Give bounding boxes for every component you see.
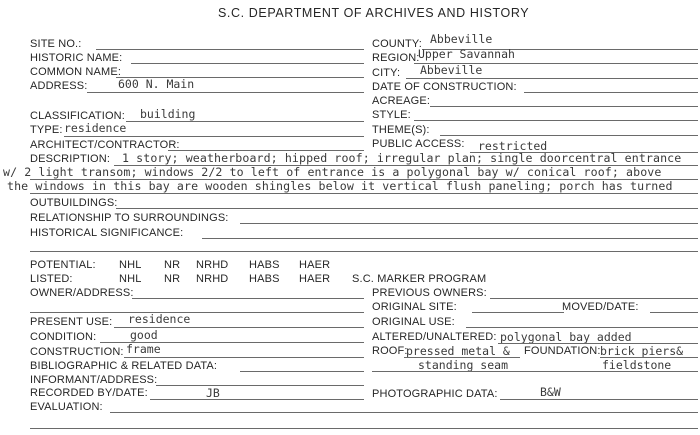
original-site-label: ORIGINAL SITE: [372,301,457,313]
type-line [64,136,364,137]
recorded-by-line [150,399,364,400]
roof-label: ROOF: [372,345,408,357]
description-rule-1 [114,165,698,166]
site-no-label: SITE NO.: [30,38,82,50]
moved-date-label: MOVED/DATE: [562,301,639,313]
classification-value: building [140,107,196,121]
city-line [406,78,698,79]
description-rule-3 [30,193,698,194]
county-value: Abbeville [430,32,493,46]
foundation-value-1: brick piers& [600,344,684,358]
condition-value: good [130,328,158,342]
public-access-value: restricted [478,139,548,153]
photographic-label: PHOTOGRAPHIC DATA: [372,388,498,400]
photographic-value: B&W [540,385,561,399]
relationship-line [240,223,698,224]
construction-label: CONSTRUCTION: [30,346,124,358]
recorded-by-label: RECORDED BY/DATE: [30,387,148,399]
evaluation-line [110,412,698,413]
listed-haer: HAER [299,273,331,285]
recorded-by-value: JB [206,386,220,400]
moved-date-line [650,312,698,313]
original-use-label: ORIGINAL USE: [372,316,455,328]
outbuildings-line [116,208,698,209]
bibliographic-line [240,371,364,372]
owner-address-label: OWNER/ADDRESS: [30,287,134,299]
listed-nhl: NHL [119,273,142,285]
original-use-line [466,327,698,328]
common-name-label: COMMON NAME: [30,66,122,78]
potential-label: POTENTIAL: [30,259,96,271]
address-label: ADDRESS: [30,80,88,92]
description-label: DESCRIPTION: [30,153,111,165]
style-label: STYLE: [372,109,411,121]
county-label: COUNTY: [372,38,422,50]
foundation-label: FOUNDATION: [524,345,601,357]
description-line-2: w/ 2 light transom; windows 2/2 to left of entrance is a polygonal bay w/ conical roof; above [3,165,662,179]
present-use-label: PRESENT USE: [30,316,113,328]
themes-line [440,135,698,136]
form-title: S.C. DEPARTMENT OF ARCHIVES AND HISTORY [218,6,530,20]
classification-line [126,121,364,122]
historical-significance-label: HISTORICAL SIGNIFICANCE: [30,227,184,239]
altered-label: ALTERED/UNALTERED: [372,331,497,343]
listed-label: LISTED: [30,273,73,285]
site-no-line [96,49,364,50]
bibliographic-label: BIBLIOGRAPHIC & RELATED DATA: [30,360,218,372]
address-value: 600 N. Main [118,77,195,91]
historical-significance-rule-2 [30,251,698,252]
themes-label: THEME(S): [372,124,430,136]
address-line [87,92,364,93]
previous-owners-label: PREVIOUS OWNERS: [372,287,487,299]
foundation-value-2: fieldstone [602,358,672,372]
evaluation-label: EVALUATION: [30,401,103,413]
public-access-label: PUBLIC ACCESS: [372,138,465,150]
condition-label: CONDITION: [30,331,97,343]
potential-habs: HABS [249,259,280,271]
roof-line [404,357,520,358]
classification-label: CLASSIFICATION: [30,110,125,122]
date-construction-label: DATE OF CONSTRUCTION: [372,81,517,93]
marker-program-label: S.C. MARKER PROGRAM [352,273,487,285]
type-label: TYPE: [30,124,63,136]
foundation-line [600,357,698,358]
potential-nhl: NHL [119,259,142,271]
evaluation-rule-2 [30,428,698,429]
owner-address-line [132,298,364,299]
construction-value: frame [126,342,161,356]
potential-nrhd: NRHD [196,259,229,271]
owner-address-rule-2 [30,312,364,313]
description-rule-2 [30,179,698,180]
roof-value-1: pressed metal & [406,344,510,358]
relationship-label: RELATIONSHIP TO SURROUNDINGS: [30,212,229,224]
potential-haer: HAER [299,259,331,271]
previous-owners-line [490,298,698,299]
photographic-line [500,399,698,400]
city-label: CITY: [372,67,401,79]
informant-label: INFORMANT/ADDRESS: [30,374,158,386]
altered-value: polygonal bay added [500,330,632,344]
original-site-line [472,312,564,313]
listed-habs: HABS [249,273,280,285]
architect-label: ARCHITECT/CONTRACTOR: [30,139,180,151]
type-value: residence [64,121,127,135]
historic-name-label: HISTORIC NAME: [30,52,123,64]
present-use-value: residence [128,312,191,326]
historic-name-line [131,63,364,64]
outbuildings-label: OUTBUILDINGS: [30,197,118,209]
listed-nrhd: NRHD [196,273,229,285]
potential-nr: NR [164,259,181,271]
date-construction-line [524,92,698,93]
region-value: Upper Savannah [418,47,515,61]
acreage-label: ACREAGE: [372,95,431,107]
listed-nr: NR [164,273,181,285]
description-line-3: the windows in this bay are wooden shingles below it vertical flush paneling; porch has turned [7,179,673,193]
acreage-line [430,106,698,107]
historical-significance-line [202,238,698,239]
style-line [414,120,698,121]
description-line-1: 1 story; weatherboard; hipped roof; irregular plan; single doorcentral entrance [122,151,682,165]
informant-line [156,385,364,386]
region-label: REGION: [372,52,420,64]
city-value: Abbeville [420,63,483,77]
roof-value-2: standing seam [418,358,509,372]
construction-line [124,357,364,358]
roof-foundation-rule-2 [372,371,698,372]
